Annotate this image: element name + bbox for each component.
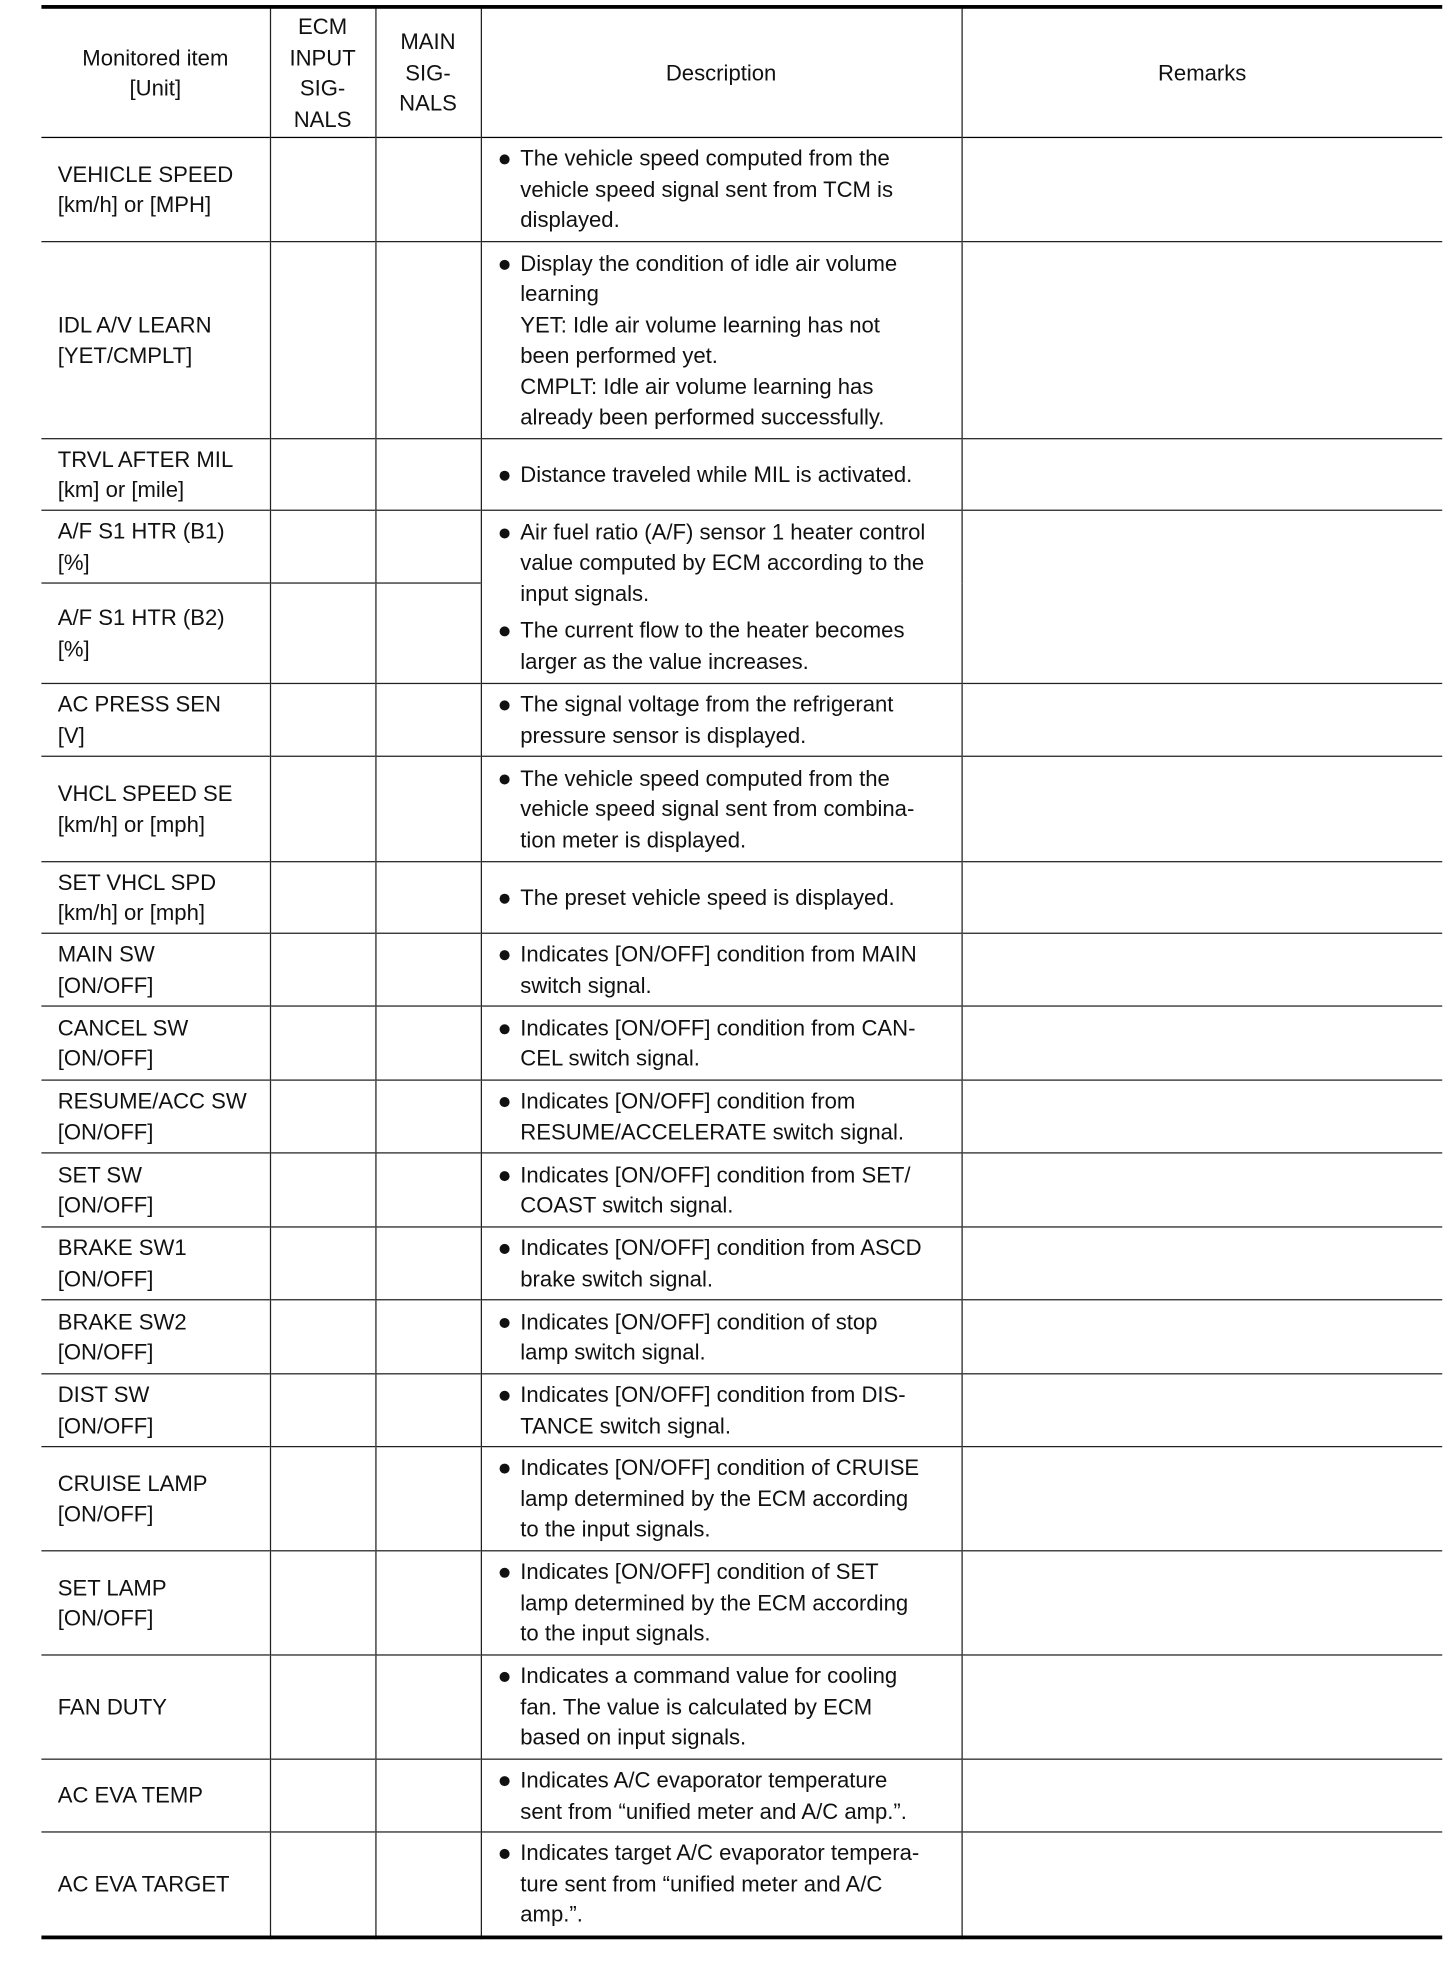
description-line: The vehicle speed computed from the bbox=[520, 145, 890, 172]
header-main-line: SIG- bbox=[405, 59, 451, 86]
main-signal-cell bbox=[375, 683, 480, 756]
description-line: Indicates [ON/OFF] condition from bbox=[520, 1088, 856, 1114]
monitored-item-cell bbox=[41, 242, 269, 439]
monitored-item-cell bbox=[41, 1374, 269, 1447]
monitored-item-line: SET LAMP bbox=[57, 1574, 167, 1600]
monitored-item-cell bbox=[41, 1759, 269, 1832]
bullet-icon bbox=[499, 1776, 509, 1786]
monitored-item-line: IDL A/V LEARN bbox=[57, 311, 212, 338]
description-line: pressure sensor is displayed. bbox=[520, 722, 807, 748]
monitored-item-line: [V] bbox=[57, 722, 85, 748]
main-signal-cell bbox=[375, 1006, 480, 1080]
monitored-item-line: [ON/OFF] bbox=[57, 1192, 154, 1218]
description-line: CEL switch signal. bbox=[520, 1045, 700, 1071]
description-cell bbox=[481, 1300, 962, 1374]
description-list bbox=[481, 454, 960, 495]
table-row bbox=[41, 1300, 1442, 1374]
main-signal-cell bbox=[375, 1300, 480, 1374]
monitored-item-line: CANCEL SW bbox=[57, 1014, 189, 1040]
description-cell bbox=[481, 756, 962, 861]
table-row bbox=[41, 756, 1442, 861]
table-row bbox=[41, 439, 1442, 511]
remarks-cell bbox=[961, 137, 1442, 241]
description-line: vehicle speed signal sent from TCM is bbox=[520, 176, 893, 202]
description-line: based on input signals. bbox=[520, 1724, 747, 1751]
description-line: TANCE switch signal. bbox=[520, 1412, 731, 1438]
monitored-item-line: RESUME/ACC SW bbox=[57, 1088, 247, 1114]
description-bullet-item bbox=[498, 1159, 951, 1221]
header-main-signals bbox=[375, 7, 480, 138]
description-cell bbox=[481, 1655, 962, 1759]
monitored-item-line: [km/h] or [mph] bbox=[57, 811, 206, 837]
monitored-item-line: FAN DUTY bbox=[57, 1694, 167, 1720]
main-signal-cell bbox=[375, 1153, 480, 1227]
monitored-item-line: [ON/OFF] bbox=[57, 1045, 154, 1071]
description-line: lamp switch signal. bbox=[520, 1339, 706, 1365]
monitored-item-line: CRUISE LAMP bbox=[57, 1470, 208, 1496]
ecm-input-signal-cell bbox=[270, 439, 375, 511]
remarks-cell bbox=[961, 933, 1442, 1006]
monitored-item-cell bbox=[41, 1551, 269, 1655]
remarks-cell bbox=[961, 1551, 1442, 1655]
description-bullet-item bbox=[498, 1557, 951, 1649]
monitored-item-line: BRAKE SW2 bbox=[57, 1308, 187, 1334]
description-list bbox=[481, 1448, 960, 1550]
description-bullet-item bbox=[498, 1012, 951, 1074]
monitored-item-cell bbox=[41, 439, 269, 511]
monitored-item-cell bbox=[41, 1832, 269, 1937]
monitored-item-line: AC PRESS SEN bbox=[57, 691, 221, 717]
description-line: CMPLT: Idle air volume learning has bbox=[520, 373, 874, 399]
monitored-item-line: [%] bbox=[57, 635, 90, 661]
description-bullet-item bbox=[498, 1453, 951, 1545]
description-line: brake switch signal. bbox=[520, 1265, 713, 1291]
description-list bbox=[481, 512, 960, 682]
description-bullet-item bbox=[498, 1233, 951, 1295]
table-row bbox=[41, 1153, 1442, 1227]
main-signal-cell bbox=[375, 1759, 480, 1832]
table-row bbox=[41, 242, 1442, 439]
main-signal-cell bbox=[375, 756, 480, 861]
monitored-item-line: MAIN SW bbox=[57, 941, 155, 967]
monitored-item-line: SET SW bbox=[57, 1161, 143, 1187]
remarks-cell bbox=[961, 1759, 1442, 1832]
bullet-icon bbox=[499, 470, 509, 480]
description-list bbox=[481, 243, 960, 438]
ecm-input-signal-cell bbox=[270, 1374, 375, 1447]
remarks-cell bbox=[961, 1300, 1442, 1374]
monitored-item-line: [ON/OFF] bbox=[57, 1501, 154, 1527]
description-cell bbox=[481, 1447, 962, 1551]
monitored-item-line: [ON/OFF] bbox=[57, 972, 154, 998]
monitored-item-line: [km] or [mile] bbox=[57, 476, 185, 503]
description-line: learning bbox=[520, 281, 599, 307]
description-line: switch signal. bbox=[520, 972, 652, 998]
description-line: Indicates [ON/OFF] condition of SET bbox=[520, 1559, 879, 1585]
description-list bbox=[481, 1374, 960, 1446]
description-line: COAST switch signal. bbox=[520, 1192, 734, 1218]
remarks-cell bbox=[961, 1655, 1442, 1759]
description-bullet-item bbox=[498, 882, 951, 913]
table-row bbox=[41, 137, 1442, 241]
description-line: input signals. bbox=[520, 580, 650, 606]
ecm-input-signal-cell bbox=[270, 1832, 375, 1937]
monitored-item-line: [ON/OFF] bbox=[57, 1339, 154, 1365]
description-list bbox=[481, 1228, 960, 1300]
table-row bbox=[41, 683, 1442, 756]
description-line: ture sent from “unified meter and A/C bbox=[520, 1870, 883, 1896]
description-list bbox=[481, 1656, 960, 1758]
description-line: The current flow to the heater becomes bbox=[520, 617, 905, 643]
bullet-icon bbox=[499, 1097, 509, 1107]
remarks-cell bbox=[961, 1006, 1442, 1080]
header-item-line: Monitored item bbox=[82, 44, 229, 70]
description-line: Indicates [ON/OFF] condition from SET/ bbox=[520, 1161, 911, 1187]
monitored-item-line: DIST SW bbox=[57, 1381, 150, 1408]
remarks-cell bbox=[961, 862, 1442, 934]
monitored-item-cell bbox=[41, 1300, 269, 1374]
description-list bbox=[481, 1081, 960, 1153]
remarks-cell bbox=[961, 439, 1442, 511]
bullet-icon bbox=[499, 1672, 509, 1682]
description-cell bbox=[481, 1080, 962, 1153]
description-bullet-item bbox=[498, 1086, 951, 1148]
main-signal-cell bbox=[375, 1227, 480, 1300]
description-line: The vehicle speed computed from the bbox=[520, 765, 890, 791]
monitored-item-line: [ON/OFF] bbox=[57, 1605, 154, 1631]
bullet-icon bbox=[499, 1849, 509, 1859]
bullet-icon bbox=[499, 893, 509, 903]
monitored-item-line: A/F S1 HTR (B2) bbox=[57, 605, 225, 631]
monitored-item-line: [ON/OFF] bbox=[57, 1265, 154, 1291]
monitored-item-line: VEHICLE SPEED bbox=[57, 161, 234, 187]
description-list bbox=[481, 1301, 960, 1373]
remarks-cell bbox=[961, 242, 1442, 439]
remarks-cell bbox=[961, 756, 1442, 861]
description-line: RESUME/ACCELERATE switch signal. bbox=[520, 1119, 904, 1145]
description-cell bbox=[481, 1153, 962, 1227]
monitored-item-cell bbox=[41, 583, 269, 683]
bullet-icon bbox=[499, 627, 509, 637]
description-line: larger as the value increases. bbox=[520, 648, 809, 674]
header-main-line: MAIN bbox=[400, 29, 456, 55]
monitored-item-cell bbox=[41, 1227, 269, 1300]
description-line: The signal voltage from the refrigerant bbox=[520, 691, 894, 717]
description-cell bbox=[481, 933, 962, 1006]
description-cell bbox=[481, 1832, 962, 1937]
monitor-item-table bbox=[41, 5, 1442, 1939]
header-ecm-line: ECM bbox=[298, 13, 348, 39]
description-cell bbox=[481, 862, 962, 934]
header-ecm-line: NALS bbox=[293, 106, 352, 132]
table-row bbox=[41, 1080, 1442, 1153]
header-main-line: NALS bbox=[399, 90, 457, 116]
monitored-item-cell bbox=[41, 756, 269, 861]
description-list bbox=[481, 758, 960, 860]
description-cell bbox=[481, 683, 962, 756]
table-row bbox=[41, 1551, 1442, 1655]
remarks-cell bbox=[961, 1447, 1442, 1551]
table-row bbox=[41, 933, 1442, 1006]
description-bullet-item bbox=[498, 689, 951, 751]
description-line: Indicates [ON/OFF] condition of CRUISE bbox=[520, 1455, 920, 1481]
monitored-item-line: [ON/OFF] bbox=[57, 1119, 154, 1145]
description-list bbox=[481, 138, 960, 240]
description-line: been performed yet. bbox=[520, 342, 718, 368]
ecm-input-signal-cell bbox=[270, 683, 375, 756]
monitored-item-cell bbox=[41, 510, 269, 583]
ecm-input-signal-cell bbox=[270, 1153, 375, 1227]
remarks-cell bbox=[961, 1153, 1442, 1227]
description-line: fan. The value is calculated by ECM bbox=[520, 1694, 873, 1720]
monitored-item-cell bbox=[41, 137, 269, 241]
table-row bbox=[41, 510, 1442, 583]
description-line: vehicle speed signal sent from combina- bbox=[520, 796, 915, 822]
monitored-item-cell bbox=[41, 1080, 269, 1153]
ecm-input-signal-cell bbox=[270, 862, 375, 934]
description-line: to the input signals. bbox=[520, 1516, 711, 1542]
bullet-icon bbox=[499, 950, 509, 960]
monitored-item-line: [%] bbox=[57, 549, 90, 575]
description-list bbox=[481, 934, 960, 1006]
header-remarks: Remarks bbox=[961, 7, 1442, 138]
monitored-item-line: AC EVA TEMP bbox=[57, 1782, 203, 1808]
description-line: Distance traveled while MIL is activated. bbox=[520, 461, 913, 487]
main-signal-cell bbox=[375, 439, 480, 511]
monitored-item-line: [km/h] or [mph] bbox=[57, 899, 206, 926]
description-bullet-item bbox=[498, 1306, 951, 1368]
description-line: Display the condition of idle air volume bbox=[520, 250, 898, 276]
description-cell bbox=[481, 1759, 962, 1832]
table-row bbox=[41, 1655, 1442, 1759]
ecm-input-signal-cell bbox=[270, 510, 375, 583]
description-bullet-item bbox=[498, 1379, 951, 1441]
monitored-item-cell bbox=[41, 1153, 269, 1227]
bullet-icon bbox=[499, 1464, 509, 1474]
main-signal-cell bbox=[375, 1447, 480, 1551]
remarks-cell bbox=[961, 1374, 1442, 1447]
bullet-icon bbox=[499, 1024, 509, 1034]
description-line: value computed by ECM according to the bbox=[520, 550, 925, 576]
remarks-cell bbox=[961, 1832, 1442, 1937]
ecm-input-signal-cell bbox=[270, 242, 375, 439]
remarks-cell bbox=[961, 1080, 1442, 1153]
description-line: Indicates [ON/OFF] condition from MAIN bbox=[520, 941, 917, 967]
monitored-item-line: [km/h] or [MPH] bbox=[57, 192, 212, 218]
description-bullet-item bbox=[498, 1661, 951, 1753]
description-line: to the input signals. bbox=[520, 1620, 711, 1646]
main-signal-cell bbox=[375, 1080, 480, 1153]
main-signal-cell bbox=[375, 510, 480, 583]
main-signal-cell bbox=[375, 862, 480, 934]
description-line: Air fuel ratio (A/F) sensor 1 heater control bbox=[520, 519, 926, 545]
description-list bbox=[481, 1760, 960, 1832]
description-bullet-item bbox=[498, 763, 951, 855]
bullet-icon bbox=[499, 1170, 509, 1180]
header-monitored-item bbox=[41, 7, 269, 138]
description-line: YET: Idle air volume learning has not bbox=[520, 311, 880, 338]
description-line: amp.”. bbox=[520, 1901, 583, 1927]
monitored-item-line: VHCL SPEED SE bbox=[57, 780, 233, 806]
header-ecm-line: SIG- bbox=[299, 75, 346, 101]
table-header-row bbox=[41, 7, 1442, 138]
description-list bbox=[481, 1552, 960, 1654]
description-cell bbox=[481, 1551, 962, 1655]
description-list bbox=[481, 1007, 960, 1079]
ecm-input-signal-cell bbox=[270, 1759, 375, 1832]
main-signal-cell bbox=[375, 1551, 480, 1655]
description-line: The preset vehicle speed is displayed. bbox=[520, 884, 895, 910]
monitored-item-line: AC EVA TARGET bbox=[57, 1870, 230, 1896]
bullet-icon bbox=[499, 1568, 509, 1578]
description-line: already been performed successfully. bbox=[520, 404, 885, 430]
main-signal-cell bbox=[375, 1832, 480, 1937]
ecm-input-signal-cell bbox=[270, 1551, 375, 1655]
bullet-icon bbox=[499, 774, 509, 784]
table-row bbox=[41, 862, 1442, 934]
description-bullet-item bbox=[498, 143, 951, 235]
remarks-cell bbox=[961, 683, 1442, 756]
monitored-item-line: SET VHCL SPD bbox=[57, 869, 217, 895]
main-signal-cell bbox=[375, 933, 480, 1006]
description-bullet-item bbox=[498, 248, 951, 433]
main-signal-cell bbox=[375, 1374, 480, 1447]
description-cell bbox=[481, 1227, 962, 1300]
ecm-input-signal-cell bbox=[270, 583, 375, 683]
description-line: Indicates [ON/OFF] condition of stop bbox=[520, 1308, 878, 1334]
ecm-input-signal-cell bbox=[270, 1447, 375, 1551]
description-line: Indicates A/C evaporator temperature bbox=[520, 1767, 888, 1793]
header-ecm-input-signals bbox=[270, 7, 375, 138]
table-row bbox=[41, 1832, 1442, 1937]
description-cell bbox=[481, 242, 962, 439]
description-bullet-item bbox=[498, 939, 951, 1001]
bullet-icon bbox=[499, 528, 509, 538]
bullet-icon bbox=[499, 1244, 509, 1254]
description-list bbox=[481, 684, 960, 756]
description-cell bbox=[481, 510, 962, 683]
main-signal-cell bbox=[375, 137, 480, 241]
monitored-item-cell bbox=[41, 1655, 269, 1759]
description-list bbox=[481, 877, 960, 918]
description-cell bbox=[481, 439, 962, 511]
monitored-item-line: [YET/CMPLT] bbox=[57, 342, 193, 368]
remarks-cell bbox=[961, 1227, 1442, 1300]
ecm-input-signal-cell bbox=[270, 1080, 375, 1153]
table-row bbox=[41, 1006, 1442, 1080]
table-row bbox=[41, 1447, 1442, 1551]
description-bullet-item bbox=[498, 615, 951, 677]
description-line: sent from “unified meter and A/C amp.”. bbox=[520, 1798, 907, 1824]
description-bullet-item bbox=[498, 1838, 951, 1930]
table-row bbox=[41, 1759, 1442, 1832]
description-bullet-item bbox=[498, 517, 951, 609]
description-cell bbox=[481, 1006, 962, 1080]
ecm-input-signal-cell bbox=[270, 1006, 375, 1080]
main-signal-cell bbox=[375, 242, 480, 439]
monitored-item-line: [ON/OFF] bbox=[57, 1412, 154, 1438]
table-row bbox=[41, 1227, 1442, 1300]
description-line: Indicates a command value for cooling bbox=[520, 1663, 898, 1689]
monitored-item-cell bbox=[41, 1006, 269, 1080]
description-cell bbox=[481, 137, 962, 241]
monitored-item-cell bbox=[41, 1447, 269, 1551]
bullet-icon bbox=[499, 1391, 509, 1401]
main-signal-cell bbox=[375, 1655, 480, 1759]
bullet-icon bbox=[499, 155, 509, 165]
monitored-item-line: A/F S1 HTR (B1) bbox=[57, 518, 225, 544]
description-list bbox=[481, 1833, 960, 1935]
description-line: Indicates [ON/OFF] condition from CAN- bbox=[520, 1014, 916, 1040]
description-bullet-item bbox=[498, 459, 951, 490]
ecm-input-signal-cell bbox=[270, 137, 375, 241]
description-line: tion meter is displayed. bbox=[520, 826, 747, 852]
bullet-icon bbox=[499, 700, 509, 710]
monitored-item-line: BRAKE SW1 bbox=[57, 1235, 187, 1261]
description-line: lamp determined by the ECM according bbox=[520, 1485, 909, 1511]
ecm-input-signal-cell bbox=[270, 1300, 375, 1374]
ecm-input-signal-cell bbox=[270, 1655, 375, 1759]
main-signal-cell bbox=[375, 583, 480, 683]
description-line: Indicates target A/C evaporator tempera- bbox=[520, 1840, 920, 1866]
description-line: Indicates [ON/OFF] condition from ASCD bbox=[520, 1235, 922, 1261]
header-ecm-line: INPUT bbox=[289, 44, 356, 70]
monitored-item-line: TRVL AFTER MIL bbox=[57, 446, 234, 472]
header-description: Description bbox=[481, 7, 962, 138]
header-item-line: [Unit] bbox=[129, 75, 182, 101]
ecm-input-signal-cell bbox=[270, 756, 375, 861]
monitored-item-cell bbox=[41, 862, 269, 934]
bullet-icon bbox=[499, 1317, 509, 1327]
description-bullet-item bbox=[498, 1765, 951, 1827]
monitored-item-cell bbox=[41, 933, 269, 1006]
description-list bbox=[481, 1154, 960, 1226]
bullet-icon bbox=[499, 259, 509, 269]
remarks-cell bbox=[961, 510, 1442, 683]
table-row bbox=[41, 1374, 1442, 1447]
monitored-item-cell bbox=[41, 683, 269, 756]
description-line: Indicates [ON/OFF] condition from DIS- bbox=[520, 1381, 906, 1408]
ecm-input-signal-cell bbox=[270, 1227, 375, 1300]
description-line: displayed. bbox=[520, 207, 620, 233]
description-cell bbox=[481, 1374, 962, 1447]
description-line: lamp determined by the ECM according bbox=[520, 1590, 909, 1616]
ecm-input-signal-cell bbox=[270, 933, 375, 1006]
